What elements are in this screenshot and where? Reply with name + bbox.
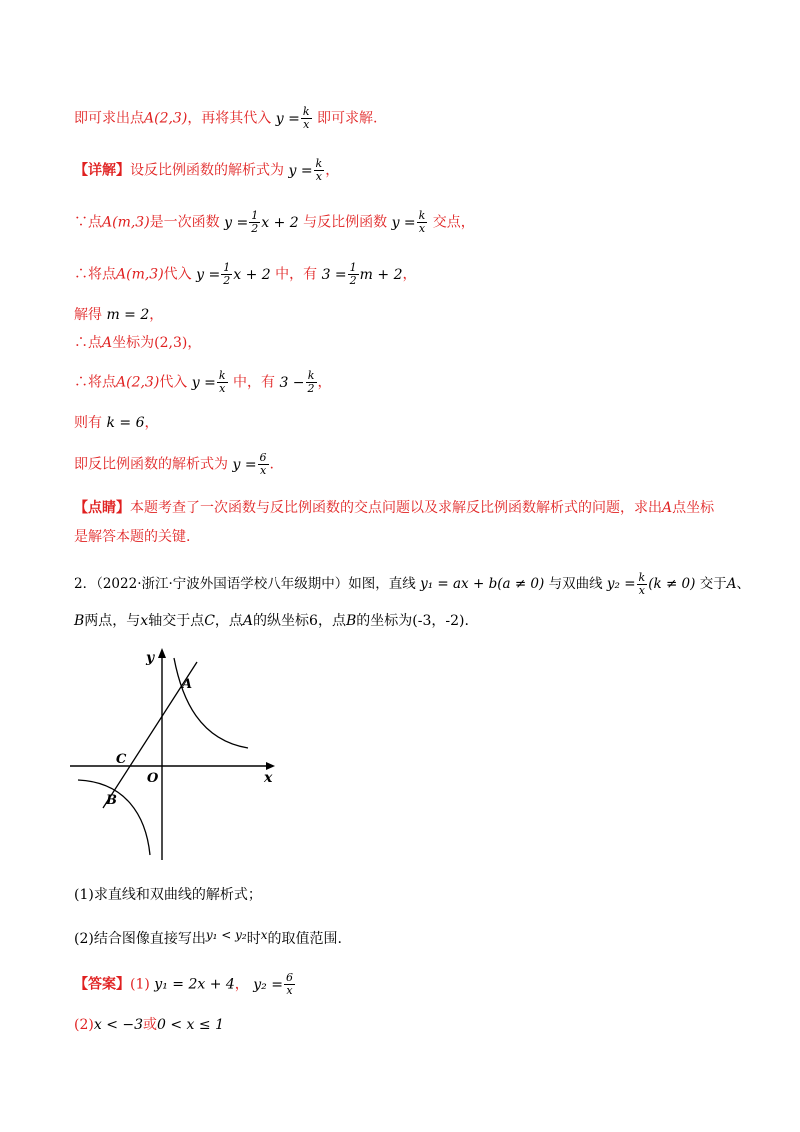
text: 点坐标 (672, 500, 715, 516)
formula-y2: y₂ = $\frac{k}{x}$ (k ≠ 0) (606, 571, 696, 597)
text: 与反比例函数 (303, 214, 388, 231)
text-line-6 (74, 333, 201, 353)
formula-m: m = 2 (106, 307, 150, 323)
formula-y2-answer: y₂ = $\frac{6}{x}$ (253, 971, 293, 997)
formula-three-minus: 3 − $\frac{k}{2}$ (279, 369, 315, 395)
label-C: C (116, 752, 127, 767)
formula-y-k-over-x: y = $\frac{k}{x}$ (391, 209, 426, 235)
part-1 (74, 885, 262, 905)
text: 是一次函数 (149, 214, 220, 231)
text: ， (402, 266, 417, 283)
point-c: C (204, 613, 215, 629)
text: ∴点 (74, 335, 102, 351)
text-line-7 (74, 370, 332, 395)
point-a: A(m,3) (102, 214, 150, 231)
label-A: A (182, 677, 193, 692)
label-detail: 【详解】 (74, 162, 130, 179)
part-2 (74, 925, 342, 949)
x-axis-arrow (266, 762, 275, 770)
formula-y1-answer: y₁ = 2x + 4 (154, 976, 235, 993)
text: 即可求解. (316, 110, 378, 127)
text: 坐标为(2,3)， (112, 335, 202, 351)
text-line-9 (74, 452, 274, 477)
text: 解得 (74, 307, 102, 323)
text: ∴将点 (74, 266, 116, 283)
text: 交点， (432, 214, 475, 231)
label-B: B (106, 793, 117, 808)
text-line-10 (74, 498, 714, 518)
formula-inequality: y₁ < y₂ (205, 928, 247, 942)
text: 则有 (74, 415, 102, 431)
point-a: A(2,3) (116, 374, 160, 391)
formula-y1: y₁ = ax + b(a ≠ 0) (420, 576, 545, 592)
text: 两点，与 (84, 613, 141, 629)
text: (2) (74, 1017, 94, 1033)
label-O: O (147, 771, 159, 786)
text: (2)结合图像直接写出 (74, 931, 206, 947)
text: 即反比例函数的解析式为 (74, 456, 228, 473)
point-a: A (102, 335, 113, 351)
answer-line-1 (74, 972, 296, 997)
text-line-2 (74, 158, 339, 183)
text: 本题考查了一次函数与反比例函数的交点问题以及求解反比例函数解析式的问题，求出 (130, 500, 662, 516)
text: 与双曲线 (548, 576, 603, 592)
text: (1)求直线和双曲线的解析式； (74, 887, 262, 903)
text: 、 (736, 576, 750, 592)
label-comment: 【点睛】 (74, 500, 130, 516)
text: 是解答本题的关键. (74, 529, 191, 545)
text: ，点 (214, 613, 243, 629)
text-line-1 (74, 106, 377, 131)
label-answer: 【答案】 (74, 976, 130, 993)
text: ∴将点 (74, 374, 116, 391)
text: ， (317, 374, 332, 391)
point-a: A (662, 500, 673, 516)
hyperbola-branch-1 (174, 658, 248, 748)
var-x: x (260, 928, 268, 942)
coordinate-figure (70, 640, 290, 865)
point-b: B (74, 613, 85, 629)
text: ， (234, 976, 249, 993)
text: 中，有 (275, 266, 318, 283)
formula-y-6-over-x: y = $\frac{6}{x}$ (232, 451, 267, 477)
text: 中，有 (232, 374, 275, 391)
text-line-5 (74, 305, 163, 325)
point-a: A (726, 576, 737, 592)
text-line-3 (74, 210, 475, 235)
text-line-4 (74, 262, 416, 287)
var-x: x (140, 613, 149, 629)
question-2-line-2 (74, 611, 469, 631)
text: ， (325, 162, 340, 179)
label-x: x (264, 770, 273, 786)
text: 即可求出点 (74, 110, 144, 127)
question-2-line-1 (74, 572, 750, 597)
formula-y-k-over-x: y = $\frac{k}{x}$ (275, 105, 310, 131)
text: 轴交于点 (148, 613, 205, 629)
text: 代入 (159, 374, 188, 391)
text: 交于 (699, 576, 727, 592)
text-line-11 (74, 527, 190, 547)
answer-line-2 (74, 1015, 224, 1035)
point-b: B (345, 613, 357, 629)
formula-k: k = 6 (106, 415, 145, 431)
point-a: A(m,3) (116, 266, 164, 283)
y-axis-arrow (158, 648, 166, 658)
text-line-8 (74, 413, 158, 433)
text: ∵点 (74, 214, 102, 231)
formula-range-2: 0 < x ≤ 1 (157, 1017, 224, 1033)
text: ， (149, 307, 164, 323)
text: 时 (246, 931, 261, 947)
point-a: A (242, 613, 254, 629)
text: . (269, 456, 274, 473)
text: ， (144, 415, 159, 431)
point-a: A(2,3) (144, 110, 188, 127)
label-y: y (146, 650, 155, 666)
text: 的纵坐标6，点 (253, 613, 346, 629)
text: 设反比例函数的解析式为 (130, 162, 284, 179)
text: (1) (130, 976, 150, 993)
formula-linear: y = $\frac{1}{2}$ x + 2 (196, 261, 271, 287)
formula-linear: y = $\frac{1}{2}$ x + 2 (224, 209, 299, 235)
text: 2．（2022·浙江·宁波外国语学校八年级期中）如图，直线 (74, 576, 416, 592)
text: ，再将其代入 (187, 110, 272, 127)
text: 的取值范围. (267, 931, 342, 947)
text: 代入 (163, 266, 192, 283)
formula-substitution: 3 = $\frac{1}{2}$ m + 2 (321, 261, 403, 287)
formula-range-1: x < −3 (93, 1017, 144, 1033)
formula-y-k-over-x: y = $\frac{k}{x}$ (191, 369, 226, 395)
text: 的坐标为(-3，-2). (356, 613, 469, 629)
formula-y-k-over-x: y = $\frac{k}{x}$ (288, 157, 323, 183)
text: 或 (143, 1017, 158, 1033)
